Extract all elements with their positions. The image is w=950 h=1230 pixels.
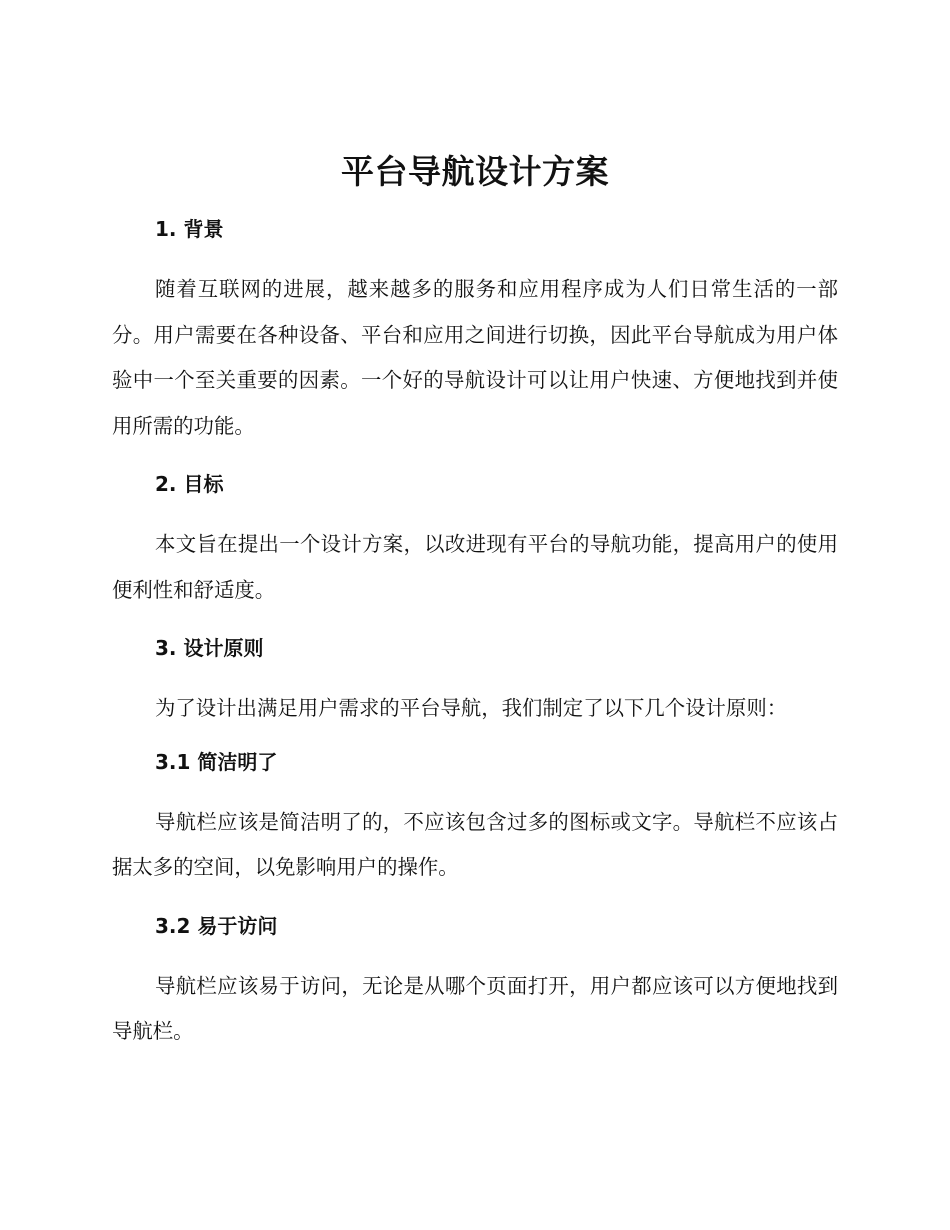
paragraph-goal: 本文旨在提出一个设计方案，以改进现有平台的导航功能，提高用户的使用便利性和舒适度。 bbox=[112, 532, 838, 602]
document-title: 平台导航设计方案 bbox=[341, 152, 609, 191]
section-heading-background: 1. 背景 bbox=[155, 217, 224, 241]
paragraph-design-principles: 为了设计出满足用户需求的平台导航，我们制定了以下几个设计原则： bbox=[155, 696, 788, 720]
paragraph-easy-access: 导航栏应该易于访问，无论是从哪个页面打开，用户都应该可以方便地找到导航栏。 bbox=[112, 973, 838, 1043]
paragraph-simple-clear: 导航栏应该是简洁明了的，不应该包含过多的图标或文字。导航栏不应该占据太多的空间，以免影响用户的操作。 bbox=[112, 809, 838, 879]
section-heading-design-principles: 3. 设计原则 bbox=[155, 636, 264, 660]
section-heading-goal: 2. 目标 bbox=[155, 472, 224, 496]
section-heading-easy-access: 3.2 易于访问 bbox=[155, 913, 278, 938]
paragraph-background: 随着互联网的进展，越来越多的服务和应用程序成为人们日常生活的一部分。用户需要在各种设备、平台和应用之间进行切换，因此平台导航成为用户体验中一个至关重要的因素。一个好的导航设计可以让用户快速、方便地找到并使用所需的功能。 bbox=[112, 277, 838, 438]
section-heading-simple-clear: 3.1 简洁明了 bbox=[155, 749, 278, 774]
